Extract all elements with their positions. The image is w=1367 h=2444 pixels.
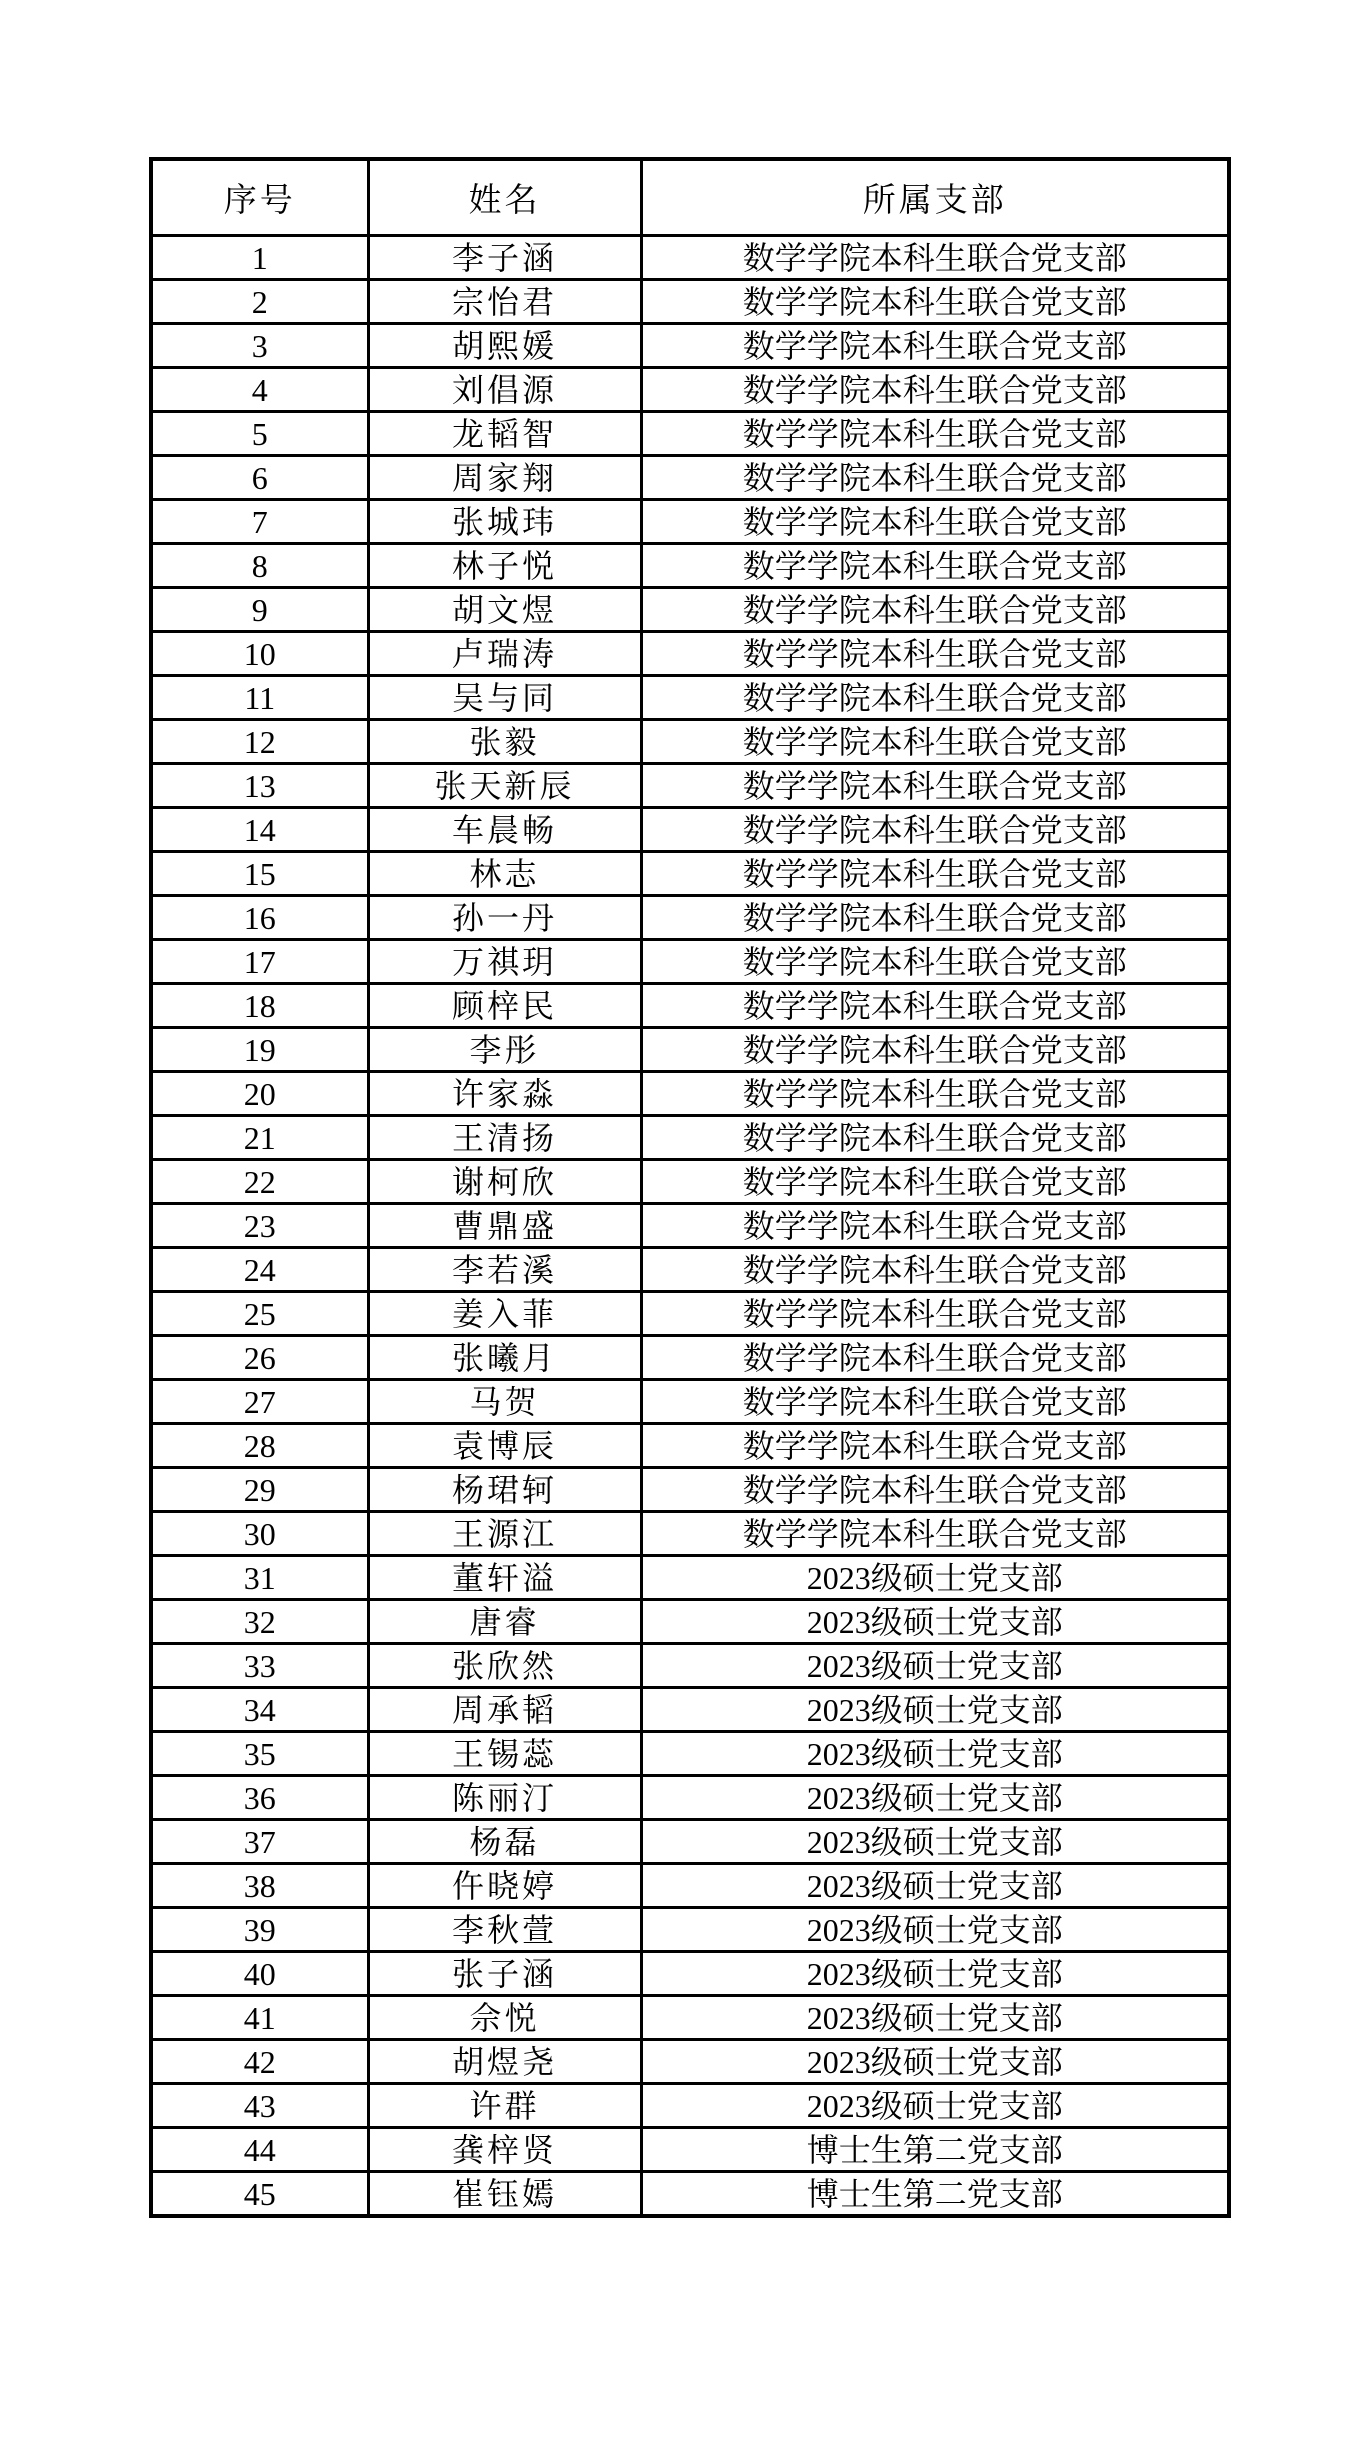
cell-name: 杨磊 bbox=[368, 1820, 641, 1864]
cell-name: 车晨畅 bbox=[368, 808, 641, 852]
cell-index: 15 bbox=[151, 852, 368, 896]
column-header-branch: 所属支部 bbox=[641, 159, 1229, 236]
header-row bbox=[151, 159, 1229, 236]
cell-index: 30 bbox=[151, 1512, 368, 1556]
cell-branch: 数学学院本科生联合党支部 bbox=[641, 896, 1229, 940]
cell-name: 董轩溢 bbox=[368, 1556, 641, 1600]
cell-branch: 数学学院本科生联合党支部 bbox=[641, 544, 1229, 588]
cell-branch: 数学学院本科生联合党支部 bbox=[641, 1028, 1229, 1072]
table-row bbox=[151, 1160, 1229, 1204]
cell-index: 14 bbox=[151, 808, 368, 852]
table-row bbox=[151, 2172, 1229, 2217]
table-row bbox=[151, 984, 1229, 1028]
cell-branch: 数学学院本科生联合党支部 bbox=[641, 1512, 1229, 1556]
cell-name: 佘悦 bbox=[368, 1996, 641, 2040]
cell-name: 胡文煜 bbox=[368, 588, 641, 632]
cell-index: 40 bbox=[151, 1952, 368, 1996]
table-row bbox=[151, 2128, 1229, 2172]
cell-name: 李子涵 bbox=[368, 236, 641, 280]
cell-branch: 数学学院本科生联合党支部 bbox=[641, 280, 1229, 324]
table-row bbox=[151, 1116, 1229, 1160]
cell-index: 28 bbox=[151, 1424, 368, 1468]
table-row bbox=[151, 1380, 1229, 1424]
cell-index: 27 bbox=[151, 1380, 368, 1424]
cell-branch: 2023级硕士党支部 bbox=[641, 1908, 1229, 1952]
cell-index: 31 bbox=[151, 1556, 368, 1600]
cell-index: 26 bbox=[151, 1336, 368, 1380]
column-header-index: 序号 bbox=[151, 159, 368, 236]
cell-index: 39 bbox=[151, 1908, 368, 1952]
cell-name: 张欣然 bbox=[368, 1644, 641, 1688]
cell-name: 马贺 bbox=[368, 1380, 641, 1424]
cell-name: 王源江 bbox=[368, 1512, 641, 1556]
table-row bbox=[151, 1864, 1229, 1908]
cell-branch: 数学学院本科生联合党支部 bbox=[641, 1424, 1229, 1468]
cell-branch: 数学学院本科生联合党支部 bbox=[641, 984, 1229, 1028]
cell-branch: 数学学院本科生联合党支部 bbox=[641, 368, 1229, 412]
member-table-header bbox=[151, 159, 1229, 236]
cell-index: 13 bbox=[151, 764, 368, 808]
cell-name: 张毅 bbox=[368, 720, 641, 764]
table-row bbox=[151, 1072, 1229, 1116]
cell-index: 25 bbox=[151, 1292, 368, 1336]
cell-branch: 数学学院本科生联合党支部 bbox=[641, 1116, 1229, 1160]
cell-branch: 2023级硕士党支部 bbox=[641, 1556, 1229, 1600]
cell-index: 23 bbox=[151, 1204, 368, 1248]
cell-branch: 数学学院本科生联合党支部 bbox=[641, 236, 1229, 280]
cell-index: 18 bbox=[151, 984, 368, 1028]
cell-index: 44 bbox=[151, 2128, 368, 2172]
cell-index: 37 bbox=[151, 1820, 368, 1864]
table-row bbox=[151, 676, 1229, 720]
cell-index: 4 bbox=[151, 368, 368, 412]
cell-branch: 数学学院本科生联合党支部 bbox=[641, 852, 1229, 896]
table-row bbox=[151, 764, 1229, 808]
cell-branch: 2023级硕士党支部 bbox=[641, 1688, 1229, 1732]
cell-index: 16 bbox=[151, 896, 368, 940]
table-row bbox=[151, 1204, 1229, 1248]
table-row bbox=[151, 1424, 1229, 1468]
cell-index: 34 bbox=[151, 1688, 368, 1732]
cell-branch: 2023级硕士党支部 bbox=[641, 1644, 1229, 1688]
cell-name: 龙韬智 bbox=[368, 412, 641, 456]
cell-name: 孙一丹 bbox=[368, 896, 641, 940]
cell-name: 李彤 bbox=[368, 1028, 641, 1072]
cell-name: 仵晓婷 bbox=[368, 1864, 641, 1908]
cell-branch: 数学学院本科生联合党支部 bbox=[641, 1160, 1229, 1204]
table-row bbox=[151, 1952, 1229, 1996]
cell-name: 胡煜尧 bbox=[368, 2040, 641, 2084]
cell-branch: 2023级硕士党支部 bbox=[641, 1820, 1229, 1864]
cell-branch: 数学学院本科生联合党支部 bbox=[641, 1292, 1229, 1336]
table-row bbox=[151, 808, 1229, 852]
cell-name: 陈丽汀 bbox=[368, 1776, 641, 1820]
cell-index: 19 bbox=[151, 1028, 368, 1072]
cell-name: 曹鼎盛 bbox=[368, 1204, 641, 1248]
cell-branch: 2023级硕士党支部 bbox=[641, 1600, 1229, 1644]
cell-branch: 博士生第二党支部 bbox=[641, 2172, 1229, 2217]
cell-index: 8 bbox=[151, 544, 368, 588]
cell-name: 袁博辰 bbox=[368, 1424, 641, 1468]
cell-index: 1 bbox=[151, 236, 368, 280]
cell-name: 谢柯欣 bbox=[368, 1160, 641, 1204]
table-row bbox=[151, 412, 1229, 456]
cell-index: 21 bbox=[151, 1116, 368, 1160]
cell-branch: 数学学院本科生联合党支部 bbox=[641, 1204, 1229, 1248]
cell-branch: 数学学院本科生联合党支部 bbox=[641, 720, 1229, 764]
cell-name: 姜入菲 bbox=[368, 1292, 641, 1336]
cell-name: 崔钰嫣 bbox=[368, 2172, 641, 2217]
cell-branch: 数学学院本科生联合党支部 bbox=[641, 412, 1229, 456]
table-row bbox=[151, 1908, 1229, 1952]
member-table bbox=[149, 157, 1231, 2218]
table-row bbox=[151, 280, 1229, 324]
cell-index: 9 bbox=[151, 588, 368, 632]
table-row bbox=[151, 1512, 1229, 1556]
table-row bbox=[151, 1776, 1229, 1820]
cell-branch: 数学学院本科生联合党支部 bbox=[641, 500, 1229, 544]
cell-branch: 2023级硕士党支部 bbox=[641, 2040, 1229, 2084]
cell-index: 43 bbox=[151, 2084, 368, 2128]
table-row bbox=[151, 2040, 1229, 2084]
cell-name: 周承韬 bbox=[368, 1688, 641, 1732]
cell-branch: 2023级硕士党支部 bbox=[641, 1732, 1229, 1776]
cell-branch: 数学学院本科生联合党支部 bbox=[641, 324, 1229, 368]
table-row bbox=[151, 1820, 1229, 1864]
cell-branch: 数学学院本科生联合党支部 bbox=[641, 588, 1229, 632]
cell-name: 许群 bbox=[368, 2084, 641, 2128]
cell-name: 王清扬 bbox=[368, 1116, 641, 1160]
cell-index: 3 bbox=[151, 324, 368, 368]
cell-name: 龚梓贤 bbox=[368, 2128, 641, 2172]
cell-index: 17 bbox=[151, 940, 368, 984]
cell-name: 张曦月 bbox=[368, 1336, 641, 1380]
table-row bbox=[151, 456, 1229, 500]
cell-name: 吴与同 bbox=[368, 676, 641, 720]
cell-name: 张子涵 bbox=[368, 1952, 641, 1996]
cell-name: 许家淼 bbox=[368, 1072, 641, 1116]
table-row bbox=[151, 500, 1229, 544]
cell-name: 顾梓民 bbox=[368, 984, 641, 1028]
cell-index: 35 bbox=[151, 1732, 368, 1776]
cell-branch: 数学学院本科生联合党支部 bbox=[641, 764, 1229, 808]
cell-index: 22 bbox=[151, 1160, 368, 1204]
cell-name: 胡熙媛 bbox=[368, 324, 641, 368]
table-row bbox=[151, 544, 1229, 588]
cell-index: 29 bbox=[151, 1468, 368, 1512]
table-row bbox=[151, 368, 1229, 412]
cell-branch: 博士生第二党支部 bbox=[641, 2128, 1229, 2172]
cell-index: 33 bbox=[151, 1644, 368, 1688]
cell-branch: 数学学院本科生联合党支部 bbox=[641, 1248, 1229, 1292]
cell-index: 6 bbox=[151, 456, 368, 500]
table-row bbox=[151, 720, 1229, 764]
cell-index: 2 bbox=[151, 280, 368, 324]
table-row bbox=[151, 1292, 1229, 1336]
cell-branch: 数学学院本科生联合党支部 bbox=[641, 1468, 1229, 1512]
cell-branch: 数学学院本科生联合党支部 bbox=[641, 1380, 1229, 1424]
cell-branch: 2023级硕士党支部 bbox=[641, 2084, 1229, 2128]
table-row bbox=[151, 1688, 1229, 1732]
cell-name: 林志 bbox=[368, 852, 641, 896]
cell-index: 12 bbox=[151, 720, 368, 764]
cell-name: 刘倡源 bbox=[368, 368, 641, 412]
cell-name: 宗怡君 bbox=[368, 280, 641, 324]
cell-branch: 数学学院本科生联合党支部 bbox=[641, 676, 1229, 720]
table-row bbox=[151, 1028, 1229, 1072]
table-row bbox=[151, 236, 1229, 280]
cell-branch: 2023级硕士党支部 bbox=[641, 1996, 1229, 2040]
cell-index: 11 bbox=[151, 676, 368, 720]
table-row bbox=[151, 1336, 1229, 1380]
cell-index: 41 bbox=[151, 1996, 368, 2040]
cell-name: 李秋萱 bbox=[368, 1908, 641, 1952]
table-row bbox=[151, 2084, 1229, 2128]
cell-name: 王锡蕊 bbox=[368, 1732, 641, 1776]
cell-branch: 数学学院本科生联合党支部 bbox=[641, 632, 1229, 676]
cell-index: 24 bbox=[151, 1248, 368, 1292]
cell-name: 张天新辰 bbox=[368, 764, 641, 808]
cell-index: 10 bbox=[151, 632, 368, 676]
table-row bbox=[151, 324, 1229, 368]
table-row bbox=[151, 1732, 1229, 1776]
cell-index: 36 bbox=[151, 1776, 368, 1820]
cell-branch: 数学学院本科生联合党支部 bbox=[641, 940, 1229, 984]
table-row bbox=[151, 1644, 1229, 1688]
cell-name: 林子悦 bbox=[368, 544, 641, 588]
table-row bbox=[151, 1996, 1229, 2040]
cell-index: 5 bbox=[151, 412, 368, 456]
table-row bbox=[151, 896, 1229, 940]
column-header-name: 姓名 bbox=[368, 159, 641, 236]
table-row bbox=[151, 1556, 1229, 1600]
cell-branch: 数学学院本科生联合党支部 bbox=[641, 808, 1229, 852]
cell-index: 7 bbox=[151, 500, 368, 544]
cell-branch: 数学学院本科生联合党支部 bbox=[641, 1336, 1229, 1380]
cell-branch: 数学学院本科生联合党支部 bbox=[641, 1072, 1229, 1116]
cell-branch: 2023级硕士党支部 bbox=[641, 1952, 1229, 1996]
table-row bbox=[151, 1468, 1229, 1512]
cell-index: 20 bbox=[151, 1072, 368, 1116]
cell-name: 万祺玥 bbox=[368, 940, 641, 984]
member-table-body bbox=[151, 236, 1229, 2217]
table-row bbox=[151, 632, 1229, 676]
table-row bbox=[151, 1248, 1229, 1292]
cell-name: 唐睿 bbox=[368, 1600, 641, 1644]
cell-name: 李若溪 bbox=[368, 1248, 641, 1292]
cell-index: 38 bbox=[151, 1864, 368, 1908]
cell-branch: 数学学院本科生联合党支部 bbox=[641, 456, 1229, 500]
cell-index: 45 bbox=[151, 2172, 368, 2217]
cell-name: 卢瑞涛 bbox=[368, 632, 641, 676]
cell-branch: 2023级硕士党支部 bbox=[641, 1864, 1229, 1908]
cell-branch: 2023级硕士党支部 bbox=[641, 1776, 1229, 1820]
cell-name: 张城玮 bbox=[368, 500, 641, 544]
table-row bbox=[151, 588, 1229, 632]
cell-name: 周家翔 bbox=[368, 456, 641, 500]
cell-name: 杨珺轲 bbox=[368, 1468, 641, 1512]
cell-index: 32 bbox=[151, 1600, 368, 1644]
table-row bbox=[151, 940, 1229, 984]
cell-index: 42 bbox=[151, 2040, 368, 2084]
table-row bbox=[151, 852, 1229, 896]
table-row bbox=[151, 1600, 1229, 1644]
